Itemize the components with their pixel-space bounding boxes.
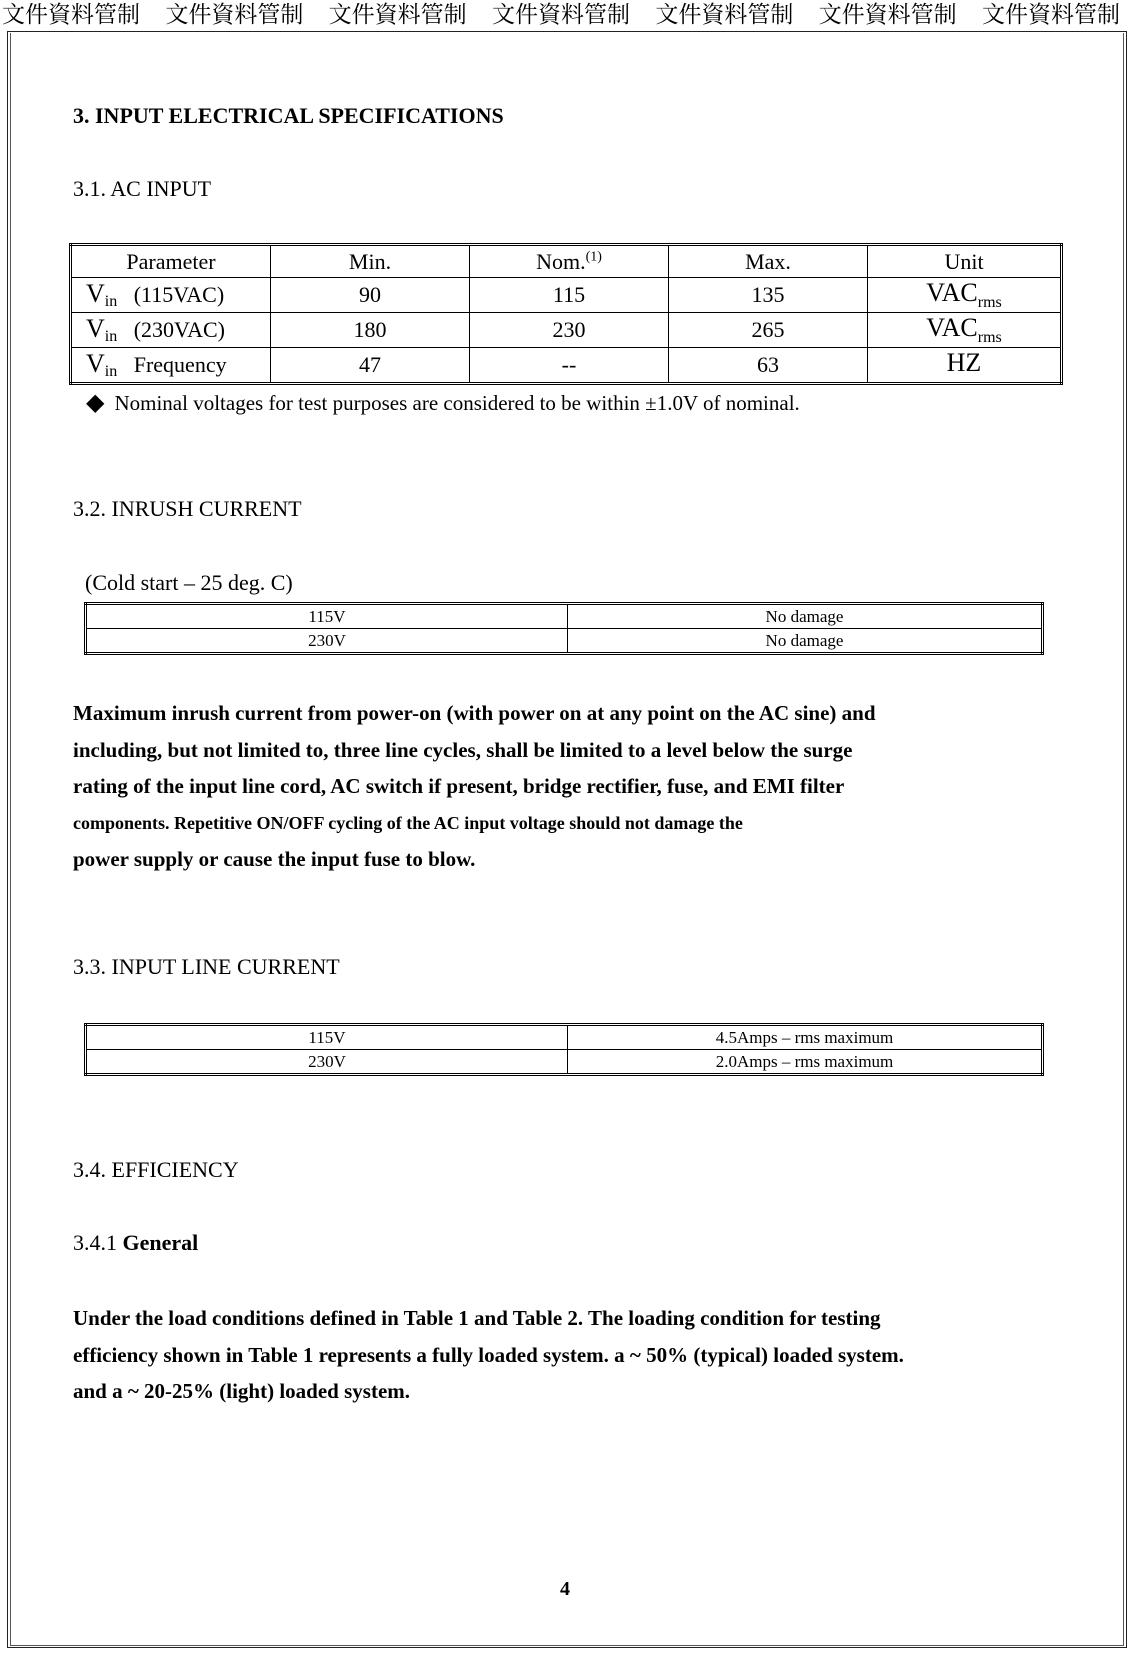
voltage-cell: 230V: [86, 629, 568, 654]
unit-subscript: rms: [977, 329, 1002, 346]
watermark-header: [0, 0, 1134, 28]
watermark-text: 文件資料管制: [2, 2, 140, 28]
param-cell: [71, 348, 271, 384]
unit-label: VAC: [926, 278, 978, 307]
watermark-text: 文件資料管制: [981, 2, 1120, 28]
symbol: V: [86, 349, 105, 378]
param-cell: [71, 278, 271, 313]
symbol-subscript: in: [104, 328, 118, 345]
unit-subscript: rms: [977, 294, 1002, 311]
unit-cell: [868, 348, 1062, 384]
line-current-heading: 3.3. INPUT LINE CURRENT: [73, 954, 340, 979]
param-label: Frequency: [133, 352, 227, 377]
nom-cell: --: [470, 348, 669, 384]
table-row: [86, 1050, 1043, 1075]
inrush-table: [84, 602, 1044, 655]
symbol: V: [86, 279, 105, 308]
efficiency-paragraph: [73, 1300, 1083, 1410]
table-row: [86, 604, 1043, 629]
unit-label: VAC: [926, 313, 978, 342]
symbol: V: [86, 314, 105, 343]
watermark-text: 文件資料管制: [818, 2, 957, 28]
header-unit: Unit: [868, 245, 1062, 278]
header-max: Max.: [669, 245, 868, 278]
result-cell: No damage: [568, 629, 1043, 654]
min-cell: 47: [271, 348, 470, 384]
unit-label: HZ: [946, 348, 982, 377]
ac-input-heading: 3.1. AC INPUT: [73, 176, 212, 201]
voltage-cell: 115V: [86, 1025, 568, 1050]
symbol-subscript: in: [104, 293, 118, 310]
unit-cell: [868, 313, 1062, 348]
paragraph-line: efficiency shown in Table 1 represents a fully loaded system. a ~ 50% (typical) loaded system.: [73, 1342, 904, 1367]
paragraph-line: including, but not limited to, three line cycles, shall be limited to a level below the surge: [73, 737, 853, 762]
subsection-number: 3.4.1: [73, 1230, 117, 1255]
table-row: [71, 348, 1062, 384]
nom-cell: 230: [470, 313, 669, 348]
paragraph-line: components. Repetitive ON/OFF cycling of the AC input voltage should not damage the: [73, 812, 743, 833]
inrush-paragraph: [73, 695, 1063, 878]
footnote-marker: (1): [585, 249, 602, 265]
table-row: [71, 278, 1062, 313]
watermark-text: 文件資料管制: [165, 2, 304, 28]
max-cell: 63: [669, 348, 868, 384]
param-label: (115VAC): [133, 282, 225, 307]
ac-input-note: [86, 388, 800, 417]
header-min: Min.: [271, 245, 470, 278]
nom-cell: 115: [470, 278, 669, 313]
table-header-row: [71, 245, 1062, 278]
header-parameter: Parameter: [71, 245, 271, 278]
param-label: (230VAC): [133, 317, 225, 342]
paragraph-line: power supply or cause the input fuse to blow.: [73, 847, 476, 871]
watermark-text: 文件資料管制: [491, 2, 630, 28]
min-cell: 180: [271, 313, 470, 348]
value-cell: 2.0Amps – rms maximum: [568, 1050, 1043, 1075]
paragraph-line: and a ~ 20-25% (light) loaded system.: [73, 1379, 411, 1403]
paragraph-line: Under the load conditions defined in Table 1 and Table 2. The loading condition for testing: [73, 1306, 881, 1330]
page-number: 4: [560, 1578, 570, 1600]
table-row: [86, 629, 1043, 654]
line-current-table: [84, 1023, 1044, 1076]
subsection-title: General: [122, 1230, 199, 1255]
inrush-condition: (Cold start – 25 deg. C): [85, 570, 293, 595]
symbol-subscript: in: [104, 363, 118, 380]
section-title: 3. INPUT ELECTRICAL SPECIFICATIONS: [73, 103, 504, 128]
result-cell: No damage: [568, 604, 1043, 629]
max-cell: 135: [669, 278, 868, 313]
table-row: [71, 313, 1062, 348]
paragraph-line: Maximum inrush current from power-on (with power on at any point on the AC sine) and: [73, 701, 876, 725]
min-cell: 90: [271, 278, 470, 313]
efficiency-subheading: [73, 1230, 198, 1256]
paragraph-line: rating of the input line cord, AC switch if present, bridge rectifier, fuse, and EMI filter: [73, 774, 845, 798]
unit-cell: [868, 278, 1062, 313]
ac-input-table: [69, 243, 1063, 385]
efficiency-heading: 3.4. EFFICIENCY: [73, 1157, 239, 1182]
header-nom: [470, 245, 669, 278]
inrush-heading: 3.2. INRUSH CURRENT: [73, 496, 302, 521]
header-nom-label: Nom.: [536, 248, 586, 274]
param-cell: [71, 313, 271, 348]
voltage-cell: 230V: [86, 1050, 568, 1075]
watermark-text: 文件資料管制: [328, 2, 467, 28]
table-row: [86, 1025, 1043, 1050]
value-cell: 4.5Amps – rms maximum: [568, 1025, 1043, 1050]
max-cell: 265: [669, 313, 868, 348]
watermark-text: 文件資料管制: [655, 2, 794, 28]
note-text: Nominal voltages for test purposes are considered to be within ±1.0V of nominal.: [114, 391, 800, 415]
diamond-bullet-icon: ◆: [86, 390, 105, 416]
voltage-cell: 115V: [86, 604, 568, 629]
